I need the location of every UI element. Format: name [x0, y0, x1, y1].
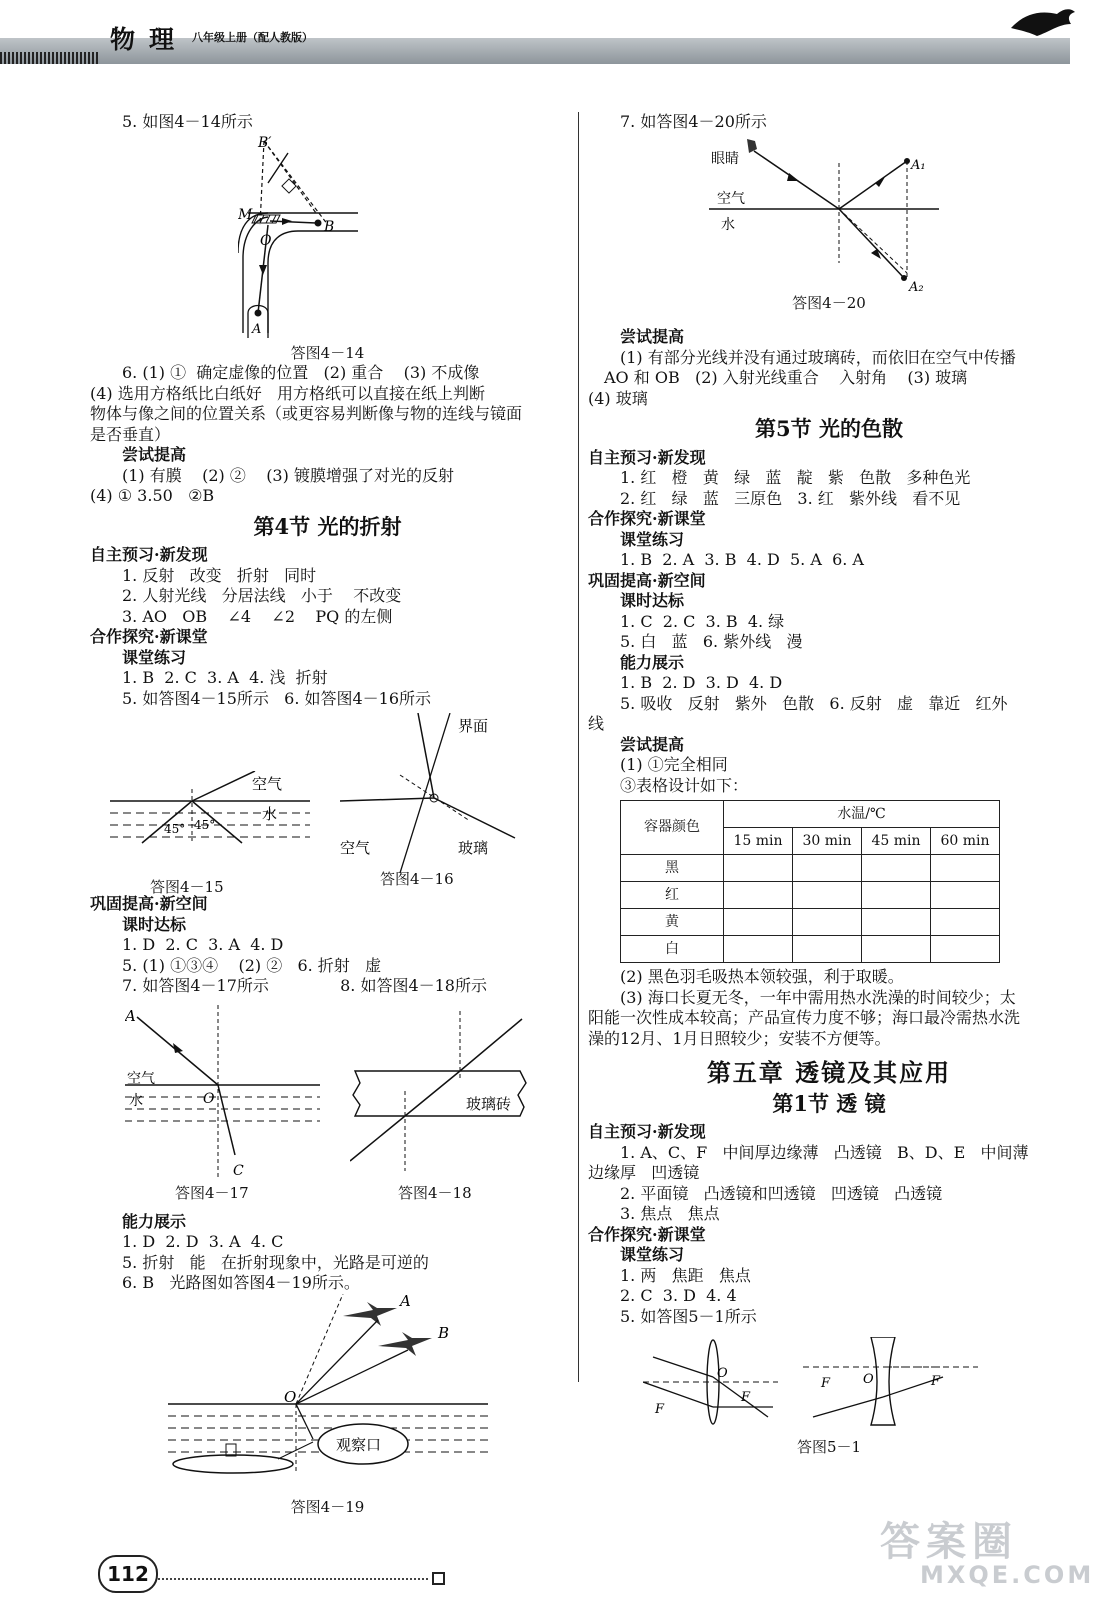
text-line: (4) ① 3.50 ②B: [90, 486, 215, 505]
watermark-text: 答案圈: [880, 1519, 1018, 1565]
subheading: 课堂练习: [122, 647, 187, 667]
angle-label: 45°: [194, 818, 216, 832]
text-line: 1. 反射 改变 折射 同时: [122, 565, 317, 585]
text-line: 5. 如答图5－1所示: [620, 1306, 757, 1326]
figure-5-1: [588, 1327, 1070, 1437]
light-ray: [296, 1404, 313, 1439]
arrow-icon: [173, 1043, 183, 1053]
section-title: 第5节 光的色散: [755, 416, 903, 441]
heading: 巩固提高·新空间: [90, 894, 208, 913]
watermark-url: MXQE.COM: [920, 1561, 1095, 1589]
figure-4-17: [125, 1005, 325, 1180]
label-air: 空气: [717, 190, 745, 207]
road-inner: [268, 231, 358, 333]
left-column: [90, 112, 565, 1517]
label-f: F: [741, 1390, 751, 1405]
text-line: 1. A、C、F 中间厚边缘薄 凸透镜 B、D、E 中间薄: [620, 1142, 1029, 1162]
figure-caption: 答图5－1: [796, 1438, 862, 1456]
label-f: F: [821, 1376, 831, 1391]
subheading: 尝试提高: [122, 445, 187, 464]
label-glass: 玻璃砖: [466, 1094, 512, 1113]
figure-caption: 答图4－14: [290, 343, 365, 362]
subheading: 尝试提高: [620, 327, 685, 346]
light-ray: [296, 1320, 378, 1404]
interface-line: [400, 713, 450, 873]
text-line: 6. (1) ① 确定虚像的位置 (2) 重合 (3) 不成像: [122, 363, 480, 382]
table-header: 30 min: [793, 828, 862, 855]
text-line: 1. 红 橙 黄 绿 蓝 靛 紫 色散 多种色光: [620, 468, 971, 487]
text-line: 是否垂直）: [90, 424, 171, 444]
text-line: 阳能一次性成本较高；产品宣传力度不够；海口最冷需热水洗: [588, 1008, 1021, 1027]
eye-icon: [747, 139, 757, 153]
label-o: O: [717, 1366, 728, 1381]
figure-caption: 答图4－20: [792, 293, 866, 312]
point-A: [254, 309, 261, 316]
figure-4-16: [340, 713, 540, 873]
diagram-line: [268, 153, 288, 183]
label-b: B: [323, 218, 334, 235]
text-line: 1. D 2. D 3. A 4. C: [122, 1232, 284, 1251]
text-line: 7. 如答图4－17所示 8. 如答图4－18所示: [122, 976, 487, 995]
label-o: O: [259, 232, 271, 249]
text-line: 2. 人射光线 分居法线 小于 不改变: [122, 586, 402, 605]
text-line: 5. 折射 能 在折射现象中，光路是可逆的: [122, 1252, 429, 1272]
right-column: [588, 112, 1070, 1458]
arrow-icon: [259, 265, 267, 275]
light-ray: [418, 713, 434, 798]
grade-label: 八年级上册（配人教版）: [192, 31, 313, 44]
light-ray: [405, 1071, 460, 1116]
text-line: 1. 两 焦距 焦点: [620, 1265, 751, 1285]
point-B: [314, 219, 321, 226]
text-line: 澡的12月、1月日照较少；安装不方便等。: [588, 1028, 891, 1048]
text-line: 7. 如答图4－20所示: [620, 112, 767, 131]
text-line: AO 和 OB (2) 入射光线重合 入射角 (3) 玻璃: [604, 368, 968, 387]
heading: 合作探究·新课堂: [588, 1224, 706, 1244]
text-line: (4) 选用方格纸比白纸好 用方格纸可以直接在纸上判断: [90, 383, 486, 403]
subject-title: 物理: [110, 25, 189, 54]
label-air: 空气: [127, 1070, 155, 1087]
figure-4-19: [168, 1294, 488, 1489]
figure-caption: 答图4－15: [150, 878, 224, 896]
footer-dots: [158, 1578, 428, 1580]
figure-caption: 答图4－16: [380, 870, 454, 888]
text-line: ③表格设计如下：: [620, 775, 749, 795]
watermark: [880, 1510, 1094, 1589]
label-water: 水: [129, 1092, 143, 1109]
text-line: 物体与像之间的位置关系（或更容易判断像与物的连线与镜面: [90, 404, 523, 423]
figure-row-17-18: [90, 997, 565, 1202]
figure-4-20: [709, 133, 949, 293]
label-interface: 界面: [458, 717, 489, 735]
label-a: A: [399, 1293, 411, 1310]
subheading: 课时达标: [122, 914, 187, 934]
label-air: 空气: [252, 775, 283, 793]
table-header: 60 min: [931, 828, 1000, 855]
table-row: 黑: [621, 855, 1000, 882]
text-line: 5. 如图4－14所示: [122, 112, 253, 131]
text-line: 1. B 2. D 3. D 4. D: [620, 673, 783, 692]
label-m: M: [237, 206, 252, 223]
text-line: 边缘厚 凹透镜: [588, 1163, 700, 1182]
text-line: (1) 有部分光线并没有通过玻璃砖，而依旧在空气中传播: [620, 347, 1016, 367]
table-header: 容器颜色: [621, 801, 724, 855]
bird-logo-icon: [1009, 6, 1079, 46]
label-glass: 玻璃: [458, 839, 489, 857]
text-line: 1. D 2. C 3. A 4. D: [122, 935, 284, 954]
label-o: O: [203, 1090, 215, 1107]
heading: 巩固提高·新空间: [588, 570, 706, 590]
label-water: 水: [262, 805, 278, 823]
text-line: 5. 如答图4－15所示 6. 如答图4－16所示: [122, 688, 432, 708]
text-line: (2) 黑色羽毛吸热本领较强，利于取暖。: [620, 967, 904, 986]
footer-square-icon: [432, 1572, 445, 1585]
label-window: 观察口: [335, 1435, 381, 1454]
label-o: O: [283, 1387, 296, 1406]
light-ray: [218, 1085, 235, 1155]
label-a2: A₂: [909, 279, 924, 293]
light-ray: [434, 798, 515, 838]
heading: 自主预习·新发现: [90, 545, 208, 564]
plane-a-icon: [343, 1302, 397, 1326]
section-title: 第1节 透 镜: [772, 1090, 886, 1116]
label-air: 空气: [340, 839, 371, 857]
convex-lens-diagram: [643, 1337, 783, 1427]
figure-caption: 答图4－19: [290, 1497, 365, 1516]
text-line: 1. B 2. C 3. A 4. 浅 折射: [122, 668, 328, 687]
subheading: 能力展示: [122, 1211, 187, 1231]
text-line: 2. 红 绿 蓝 三原色 3. 红 紫外线 看不见: [620, 488, 961, 508]
subheading: 课堂练习: [620, 1245, 685, 1264]
label-a: A: [251, 321, 261, 337]
subheading: 能力展示: [620, 652, 685, 672]
arrow-icon: [282, 218, 292, 225]
figure-caption: 答图4－18: [398, 1183, 472, 1202]
figure-caption: 答图4－17: [175, 1183, 249, 1202]
text-line: 5. (1) ①③④ (2) ② 6. 折射 虚: [122, 955, 382, 975]
table-row: 白: [621, 936, 1000, 963]
text-line: 1. C 2. C 3. B 4. 绿: [620, 611, 785, 631]
label-f: F: [931, 1374, 941, 1389]
label-eye: 眼睛: [711, 150, 739, 167]
text-line: 3. 焦点 焦点: [620, 1204, 720, 1223]
text-line: (4) 玻璃: [588, 388, 648, 408]
label-a: A: [125, 1006, 136, 1025]
heading: 合作探究·新课堂: [90, 627, 208, 646]
angle-label: 45°: [164, 822, 186, 836]
text-line: 5. 白 蓝 6. 紫外线 漫: [620, 632, 803, 651]
subheading: 课堂练习: [620, 529, 685, 549]
text-line: 线: [588, 714, 605, 733]
concave-lens-diagram: [803, 1337, 983, 1427]
figure-row-15-16: [90, 709, 565, 894]
text-line: (3) 海口长夏无冬，一年中需用热水洗澡的时间较少；太: [620, 987, 1016, 1007]
label-water: 水: [721, 216, 735, 233]
page-header: [0, 0, 1109, 70]
heading: 自主预习·新发现: [588, 447, 706, 467]
column-divider: [578, 112, 579, 1382]
heading: 合作探究·新课堂: [588, 509, 706, 528]
table-header: 45 min: [862, 828, 931, 855]
submarine-icon: [173, 1455, 293, 1473]
heading: 自主预习·新发现: [588, 1122, 706, 1141]
text-line: 1. B 2. A 3. B 4. D 5. A 6. A: [620, 550, 864, 569]
table-header: 水温/℃: [724, 801, 1000, 828]
subheading: 课时达标: [620, 591, 685, 610]
text-line: 2. C 3. D 4. 4: [620, 1286, 737, 1305]
page-number: 112: [98, 1555, 158, 1593]
label-o: O: [863, 1372, 874, 1387]
chapter-title: 第五章 透镜及其应用: [706, 1058, 952, 1087]
label-a1: A₁: [911, 157, 926, 173]
arrow-icon: [871, 249, 881, 259]
text-line: 5. 吸收 反射 紫外 色散 6. 反射 虚 靠近 红外: [620, 693, 1008, 713]
light-ray: [839, 161, 907, 209]
table-row: 黄: [621, 909, 1000, 936]
figure-4-18: [350, 1011, 550, 1176]
light-ray: [296, 1350, 408, 1404]
plane-b-icon: [378, 1332, 432, 1356]
light-ray: [340, 798, 434, 801]
subheading: 尝试提高: [620, 734, 685, 754]
label-b-prime: B′: [257, 134, 271, 151]
table-header: 15 min: [724, 828, 793, 855]
concave-lens: [871, 1337, 895, 1425]
text-line: (1) 有膜 (2) ② (3) 镀膜增强了对光的反射: [122, 465, 454, 485]
light-ray: [839, 209, 904, 278]
text-line: (1) ①完全相同: [620, 755, 728, 774]
text-line: 3. AO OB ∠4 ∠2 PQ 的左侧: [122, 606, 393, 626]
label-f: F: [655, 1402, 665, 1417]
section-title: 第4节 光的折射: [253, 513, 402, 539]
light-ray: [192, 771, 255, 801]
label-b: B: [437, 1323, 449, 1342]
figure-4-14: [238, 133, 418, 343]
light-ray: [270, 221, 316, 223]
label-c: C: [233, 1162, 244, 1179]
text-line: 2. 平面镜 凸透镜和凹透镜 凹透镜 凸透镜: [620, 1183, 943, 1203]
figure-4-15: [110, 771, 310, 891]
table-row: 红: [621, 882, 1000, 909]
light-ray: [460, 1019, 522, 1071]
water-temp-table: [620, 800, 1000, 963]
text-line: 6. B 光路图如答图4－19所示。: [122, 1273, 360, 1292]
header-ticks: [0, 52, 100, 64]
arrow-icon: [787, 173, 799, 181]
light-ray: [350, 1116, 405, 1161]
